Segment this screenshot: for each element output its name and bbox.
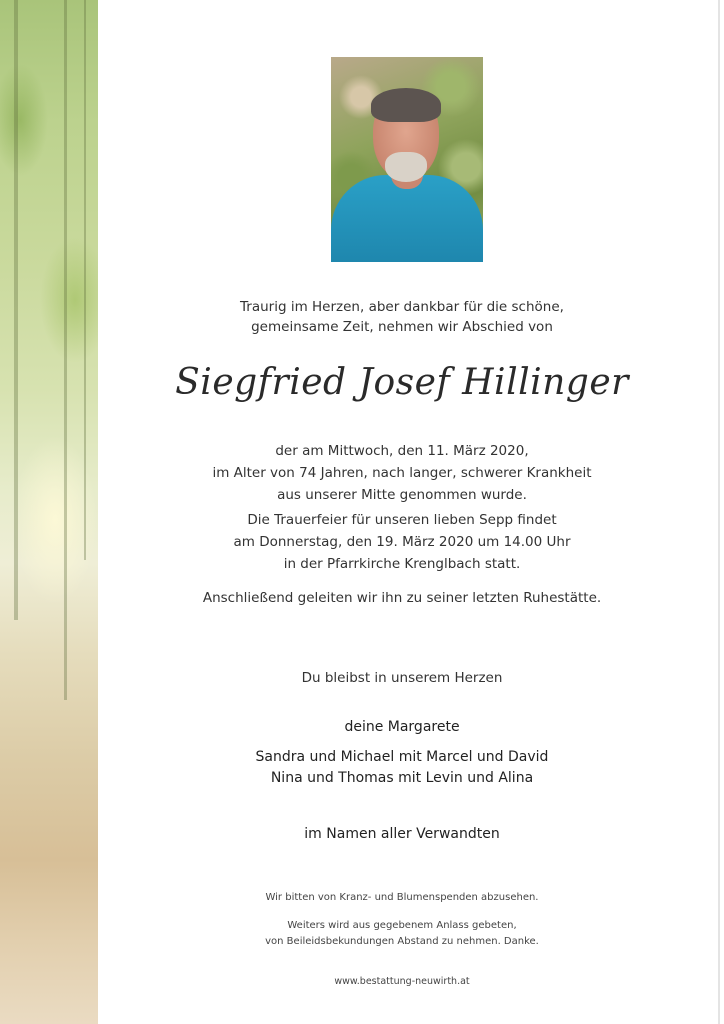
- condolence-note: [160, 918, 644, 950]
- family-line: Nina und Thomas mit Levin und Alina: [270, 770, 534, 786]
- condolence-line: von Beileidsbekundungen Abstand zu nehmen. Danke.: [265, 936, 539, 947]
- family-line: Sandra und Michael mit Marcel und David: [255, 749, 549, 765]
- condolence-line: Weiters wird aus gegebenem Anlass gebeten,: [287, 920, 517, 931]
- details-line: aus unserer Mitte genommen wurde.: [277, 487, 527, 503]
- website-link[interactable]: www.bestattung-neuwirth.at: [334, 976, 470, 987]
- forest-path-image: [0, 0, 98, 1024]
- spouse-signature: deine Margarete: [344, 719, 460, 735]
- intro-line: Traurig im Herzen, aber dankbar für die schöne,: [240, 299, 564, 315]
- details-line: der am Mittwoch, den 11. März 2020,: [275, 443, 529, 459]
- motto-text: Du bleibst in unserem Herzen: [301, 670, 503, 686]
- intro-line: gemeinsame Zeit, nehmen wir Abschied von: [251, 319, 553, 335]
- burial-text: Anschließend geleiten wir ihn zu seiner letzten Ruhestätte.: [202, 590, 602, 606]
- ceremony-line: am Donnerstag, den 19. März 2020 um 14.00 Uhr: [233, 534, 571, 550]
- family-list: [160, 747, 644, 789]
- details-line: im Alter von 74 Jahren, nach langer, schwerer Krankheit: [212, 465, 592, 481]
- ceremony-details: [160, 509, 644, 575]
- portrait-photo: [331, 57, 483, 262]
- ceremony-line: in der Pfarrkirche Krenglbach statt.: [283, 556, 521, 572]
- death-details: [160, 440, 644, 506]
- flowers-note: Wir bitten von Kranz- und Blumenspenden abzusehen.: [265, 892, 539, 903]
- relatives-text: im Namen aller Verwandten: [304, 826, 500, 842]
- page-edge-divider: [718, 0, 720, 1024]
- intro-text: [160, 297, 644, 337]
- ceremony-line: Die Trauerfeier für unseren lieben Sepp findet: [247, 512, 557, 528]
- deceased-name: Siegfried Josef Hillinger: [175, 362, 629, 403]
